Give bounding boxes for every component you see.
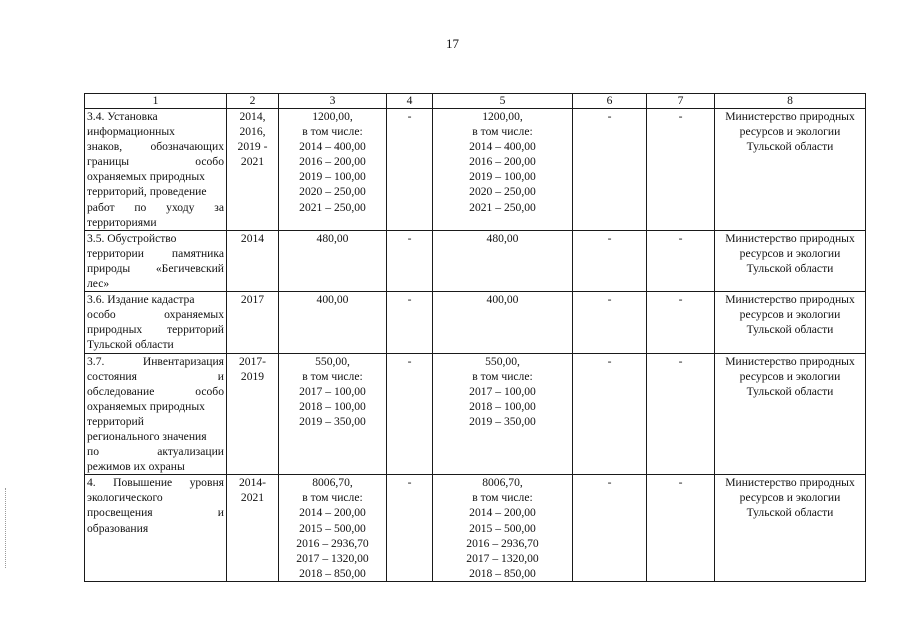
- col5-funding-line: 2015 – 500,00: [469, 521, 536, 535]
- col5-funding-line: в том числе:: [472, 369, 533, 383]
- header-col-3: 3: [279, 94, 387, 109]
- col7-cell: [647, 230, 715, 291]
- executor-line: ресурсов и экологии: [739, 125, 841, 139]
- header-col-8: 8: [715, 94, 866, 109]
- header-col-1: 1: [85, 94, 227, 109]
- measure-name-line: лес»: [87, 277, 110, 291]
- years-line: 2014: [240, 231, 265, 245]
- years-cell: [227, 475, 279, 582]
- measures-table: [84, 93, 866, 582]
- years-line: 2014,: [239, 110, 266, 123]
- col5-funding-line: 2019 – 100,00: [469, 170, 536, 184]
- total-funding-line: в том числе:: [302, 369, 363, 383]
- total-funding-line: 2021 – 250,00: [299, 200, 366, 214]
- total-funding-line: 2015 – 500,00: [299, 521, 366, 535]
- measure-name-line: природы «Бегичевский: [87, 261, 224, 275]
- col5-funding-line: 2014 – 200,00: [469, 506, 536, 520]
- measure-name-cell: [85, 292, 227, 353]
- executor-line: Тульской области: [746, 261, 834, 275]
- measure-name-line: экологического: [87, 491, 163, 505]
- measure-name-line: 3.6. Издание кадастра: [87, 293, 195, 307]
- col5-funding-line: 1200,00,: [482, 110, 523, 123]
- years-line: 2019: [240, 369, 265, 383]
- total-funding-line: 2016 – 2936,70: [296, 536, 369, 550]
- col7-cell: [647, 292, 715, 353]
- table-row: [85, 109, 866, 231]
- col5-funding-line: 2021 – 250,00: [469, 200, 536, 214]
- col6-cell: [573, 292, 647, 353]
- col7-value: -: [678, 354, 683, 368]
- measure-name-line: информационных: [87, 125, 175, 139]
- measure-name-cell: [85, 109, 227, 231]
- total-funding-cell: [279, 230, 387, 291]
- measure-name-line: охраняемых природных: [87, 399, 205, 413]
- col5-funding-line: 2020 – 250,00: [469, 185, 536, 199]
- measure-name-line: регионального значения: [87, 429, 207, 443]
- measure-name-line: территориями: [87, 215, 157, 229]
- col6-value: -: [607, 354, 612, 368]
- col5-funding-line: 2014 – 400,00: [469, 140, 536, 154]
- measure-name-line: границы особо: [87, 155, 224, 169]
- col7-cell: [647, 475, 715, 582]
- col6-value: -: [607, 293, 612, 307]
- table-body: [85, 109, 866, 582]
- col5-funding-line: 2016 – 2936,70: [466, 536, 539, 550]
- col4-cell: [387, 230, 433, 291]
- total-funding-line: 2017 – 100,00: [299, 384, 366, 398]
- total-funding-line: 480,00: [316, 231, 349, 245]
- measure-name-cell: [85, 475, 227, 582]
- measure-name-line: по актуализации: [87, 445, 224, 459]
- years-line: 2017-: [238, 354, 267, 368]
- header-row: [85, 94, 866, 109]
- executor-line: Министерство природных: [725, 354, 855, 368]
- measure-name-line: обследование особо: [87, 384, 224, 398]
- header-col-6: 6: [573, 94, 647, 109]
- measure-name-cell: [85, 353, 227, 475]
- total-funding-line: 2018 – 100,00: [299, 399, 366, 413]
- measure-name-line: охраняемых природных: [87, 170, 205, 184]
- measure-name-line: просвещения и: [87, 506, 224, 520]
- header-col-5: 5: [433, 94, 573, 109]
- col7-value: -: [678, 476, 683, 490]
- total-funding-cell: [279, 292, 387, 353]
- col4-cell: [387, 475, 433, 582]
- col6-cell: [573, 230, 647, 291]
- col6-value: -: [607, 476, 612, 490]
- col4-value: -: [407, 110, 412, 123]
- total-funding-line: в том числе:: [302, 491, 363, 505]
- years-line: 2021: [240, 155, 265, 169]
- col5-funding-line: 400,00: [486, 293, 519, 307]
- col4-value: -: [407, 354, 412, 368]
- years-line: 2016,: [239, 125, 266, 139]
- executor-line: Министерство природных: [725, 231, 855, 245]
- years-cell: [227, 109, 279, 231]
- total-funding-line: 550,00,: [315, 354, 350, 368]
- header-col-2: 2: [227, 94, 279, 109]
- measure-name-cell: [85, 230, 227, 291]
- table-row: [85, 230, 866, 291]
- col7-value: -: [678, 231, 683, 245]
- measure-name-line: особо охраняемых: [87, 308, 224, 322]
- years-cell: [227, 292, 279, 353]
- measure-name-line: 3.5. Обустройство: [87, 231, 177, 245]
- col4-value: -: [407, 231, 412, 245]
- executor-line: Тульской области: [746, 506, 834, 520]
- col7-value: -: [678, 293, 683, 307]
- col6-cell: [573, 475, 647, 582]
- col6-value: -: [607, 110, 612, 123]
- page-number: 17: [446, 36, 459, 51]
- table-row: [85, 475, 866, 582]
- total-funding-line: 2019 – 350,00: [299, 414, 366, 428]
- total-funding-line: 2020 – 250,00: [299, 185, 366, 199]
- total-funding-line: 400,00: [316, 293, 349, 307]
- total-funding-line: 2014 – 400,00: [299, 140, 366, 154]
- col7-cell: [647, 109, 715, 231]
- total-funding-line: в том числе:: [302, 125, 363, 139]
- executor-line: ресурсов и экологии: [739, 369, 841, 383]
- total-funding-line: 1200,00,: [312, 110, 353, 123]
- executor-line: Министерство природных: [725, 110, 855, 123]
- total-funding-line: 2017 – 1320,00: [296, 551, 369, 565]
- table-row: [85, 353, 866, 475]
- col5-funding-line: 8006,70,: [482, 476, 523, 490]
- executor-cell: [715, 475, 866, 582]
- col5-funding-cell: [433, 292, 573, 353]
- col5-funding-line: 550,00,: [485, 354, 520, 368]
- total-funding-cell: [279, 353, 387, 475]
- col5-funding-line: в том числе:: [472, 491, 533, 505]
- measure-name-line: 4. Повышение уровня: [87, 476, 224, 490]
- col5-funding-line: 480,00: [486, 231, 519, 245]
- measure-name-line: территорий, проведение: [87, 185, 207, 199]
- measure-name-line: территорий: [87, 414, 144, 428]
- total-funding-line: 8006,70,: [312, 476, 353, 490]
- col5-funding-cell: [433, 353, 573, 475]
- executor-cell: [715, 109, 866, 231]
- col5-funding-cell: [433, 475, 573, 582]
- col7-value: -: [678, 110, 683, 123]
- executor-line: ресурсов и экологии: [739, 308, 841, 322]
- executor-line: Тульской области: [746, 323, 834, 337]
- measure-name-line: Тульской области: [87, 338, 174, 352]
- col5-funding-line: 2018 – 850,00: [469, 566, 536, 580]
- executor-line: Министерство природных: [725, 293, 855, 307]
- total-funding-cell: [279, 475, 387, 582]
- col6-cell: [573, 353, 647, 475]
- col6-value: -: [607, 231, 612, 245]
- col4-cell: [387, 353, 433, 475]
- measure-name-line: состояния и: [87, 369, 224, 383]
- col5-funding-line: 2017 – 100,00: [469, 384, 536, 398]
- col5-funding-line: 2016 – 200,00: [469, 155, 536, 169]
- measure-name-line: режимов их охраны: [87, 460, 185, 474]
- col5-funding-cell: [433, 230, 573, 291]
- years-cell: [227, 353, 279, 475]
- executor-line: Тульской области: [746, 384, 834, 398]
- total-funding-line: 2018 – 850,00: [299, 566, 366, 580]
- col5-funding-line: 2019 – 350,00: [469, 414, 536, 428]
- margin-scan-mark: [5, 488, 8, 568]
- executor-cell: [715, 292, 866, 353]
- measure-name-line: образования: [87, 521, 149, 535]
- years-line: 2019 -: [237, 140, 268, 154]
- years-line: 2017: [240, 293, 265, 307]
- header-col-7: 7: [647, 94, 715, 109]
- executor-cell: [715, 230, 866, 291]
- executor-cell: [715, 353, 866, 475]
- total-funding-line: 2014 – 200,00: [299, 506, 366, 520]
- col5-funding-cell: [433, 109, 573, 231]
- col6-cell: [573, 109, 647, 231]
- measure-name-line: работ по уходу за: [87, 200, 224, 214]
- executor-line: ресурсов и экологии: [739, 246, 841, 260]
- years-line: 2021: [240, 491, 265, 505]
- executor-line: Министерство природных: [725, 476, 855, 490]
- executor-line: ресурсов и экологии: [739, 491, 841, 505]
- table-row: [85, 292, 866, 353]
- col4-cell: [387, 109, 433, 231]
- measure-name-line: знаков, обозначающих: [87, 140, 224, 154]
- executor-line: Тульской области: [746, 140, 834, 154]
- measure-name-line: территории памятника: [87, 246, 224, 260]
- measure-name-line: 3.7. Инвентаризация: [87, 354, 224, 368]
- col4-value: -: [407, 476, 412, 490]
- years-line: 2014-: [238, 476, 267, 490]
- measure-name-line: 3.4. Установка: [87, 110, 158, 123]
- header-col-4: 4: [387, 94, 433, 109]
- measure-name-line: природных территорий: [87, 323, 224, 337]
- col4-cell: [387, 292, 433, 353]
- total-funding-line: 2016 – 200,00: [299, 155, 366, 169]
- col7-cell: [647, 353, 715, 475]
- col5-funding-line: 2018 – 100,00: [469, 399, 536, 413]
- col4-value: -: [407, 293, 412, 307]
- total-funding-line: 2019 – 100,00: [299, 170, 366, 184]
- col5-funding-line: 2017 – 1320,00: [466, 551, 539, 565]
- total-funding-cell: [279, 109, 387, 231]
- col5-funding-line: в том числе:: [472, 125, 533, 139]
- years-cell: [227, 230, 279, 291]
